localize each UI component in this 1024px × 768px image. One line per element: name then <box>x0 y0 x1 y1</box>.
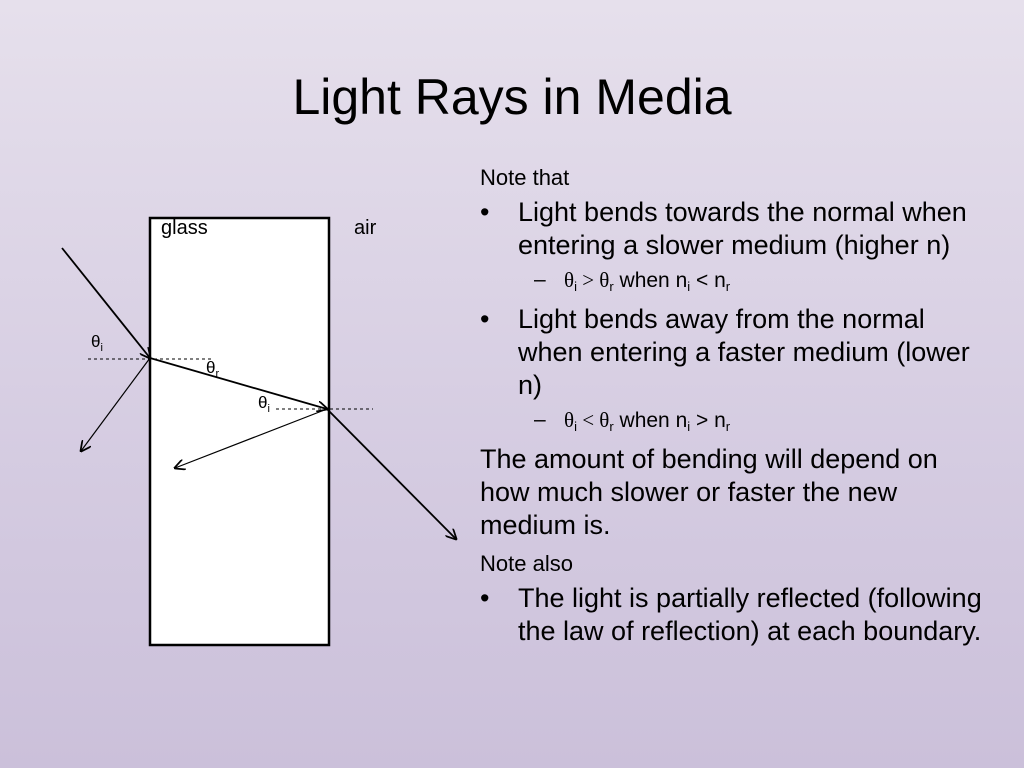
condition-text: when n <box>613 269 688 292</box>
incident-ray <box>62 248 150 358</box>
bullet-item <box>480 196 990 262</box>
reflected-ray-left <box>81 358 150 451</box>
refraction-diagram <box>0 0 520 700</box>
bullet-text: Light bends away from the normal when entering a faster medium (lower n) <box>518 304 970 400</box>
subscript: i <box>687 419 691 434</box>
operator: < <box>576 408 600 432</box>
subscript: r <box>725 419 731 434</box>
bullet-list-3 <box>480 582 990 648</box>
bullet-item <box>480 303 990 402</box>
bullet-marker: • <box>480 583 490 613</box>
note-also-label: Note also <box>480 551 573 576</box>
subscript: r <box>609 279 614 294</box>
bullet-marker: • <box>480 304 490 334</box>
theta-i-label-left: $\theta_i$ <box>91 332 103 354</box>
bullet-item <box>480 582 990 648</box>
subscript: i <box>687 279 691 294</box>
dash-marker: – <box>534 268 546 291</box>
bullet-text: The light is partially reflected (following the law of reflection) at each boundary. <box>518 583 982 646</box>
theta-r-label: $\theta_r$ <box>206 358 220 380</box>
subscript: r <box>609 419 614 434</box>
bending-paragraph: The amount of bending will depend on how much slower or faster the new medium is. <box>480 444 938 540</box>
condition-text: > n <box>690 409 726 432</box>
sub-bullet-item <box>480 404 990 437</box>
sub-bullet-item <box>480 264 990 297</box>
bullet-marker: • <box>480 197 490 227</box>
theta-symbol: θ <box>599 408 610 432</box>
bullet-text: Light bends towards the normal when entering a slower medium (higher n) <box>518 197 967 260</box>
theta-symbol: θ <box>564 408 575 432</box>
condition-text: when n <box>613 409 688 432</box>
subscript: i <box>574 419 577 434</box>
slide-title: Light Rays in Media <box>292 69 732 125</box>
theta-symbol: θ <box>564 268 575 292</box>
transmitted-ray <box>327 409 456 539</box>
air-label: air <box>354 217 377 239</box>
bullet-list-1 <box>480 196 990 262</box>
glass-block <box>150 218 329 645</box>
subscript: i <box>574 279 577 294</box>
operator: > <box>576 268 600 292</box>
dash-marker: – <box>534 408 546 431</box>
slide-content <box>480 164 990 648</box>
theta-i-label-right: $\theta_i$ <box>258 393 270 415</box>
glass-label: glass <box>161 217 208 239</box>
subscript: r <box>725 279 731 294</box>
bullet-list-2 <box>480 303 990 402</box>
condition-text: < n <box>690 269 726 292</box>
theta-symbol: θ <box>599 268 610 292</box>
note-that-label: Note that <box>480 165 570 190</box>
